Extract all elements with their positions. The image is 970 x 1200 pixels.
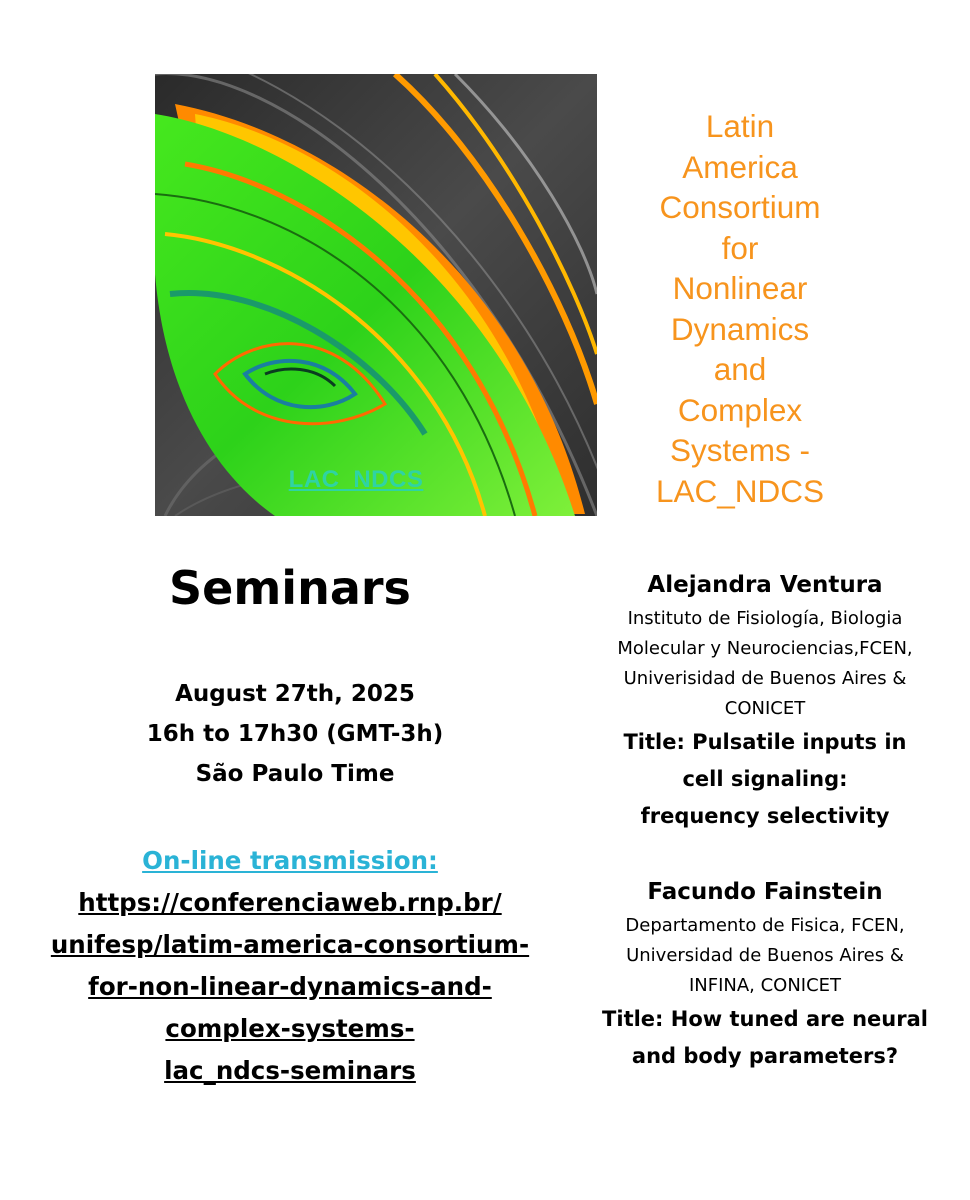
- talk-title-line: cell signaling:: [682, 767, 848, 791]
- speaker-affiliation: [565, 911, 965, 1001]
- speaker-affiliation: [565, 604, 965, 724]
- org-name-line: Complex: [677, 391, 803, 428]
- talk-title-line: and body parameters?: [631, 1044, 899, 1068]
- org-name-line: Consortium: [659, 189, 821, 225]
- affiliation-line: CONICET: [724, 698, 806, 719]
- org-name-line: Latin: [705, 108, 775, 144]
- event-date: August 27th, 2025: [175, 681, 415, 707]
- transmission-block: [10, 840, 570, 1092]
- affiliation-line: INFINA, CONICET: [688, 975, 842, 996]
- logo-image: [155, 74, 597, 516]
- transmission-link-line[interactable]: for-non-linear-dynamics-and-: [88, 972, 492, 1001]
- talk-title-line: frequency selectivity: [640, 804, 890, 828]
- talk-title-line: Title: Pulsatile inputs in: [623, 730, 907, 754]
- org-name-line: and: [713, 351, 767, 387]
- organization-name: [620, 106, 860, 511]
- talk-title: [565, 1001, 965, 1075]
- attractor-graphic: [155, 74, 597, 516]
- affiliation-line: Univerisidad de Buenos Aires &: [623, 668, 907, 689]
- org-name-line: America: [682, 148, 798, 185]
- event-time: 16h to 17h30 (GMT-3h): [146, 721, 444, 747]
- event-timezone: São Paulo Time: [195, 761, 395, 787]
- org-name-line: Nonlinear: [672, 270, 808, 306]
- affiliation-line: Departamento de Fisica, FCEN,: [625, 915, 905, 936]
- transmission-label: On-line transmission:: [142, 846, 438, 875]
- speaker-2: [565, 873, 965, 1075]
- talk-title-line: Title: How tuned are neural: [602, 1007, 928, 1031]
- org-name-line: LAC_NDCS: [655, 472, 825, 509]
- speaker-name: Alejandra Ventura: [647, 572, 883, 598]
- talk-title: [565, 724, 965, 835]
- logo-label: LAC_NDCS: [288, 466, 424, 493]
- speaker-1: [565, 566, 965, 835]
- page-title: Seminars: [169, 561, 411, 615]
- org-name-line: Dynamics: [670, 310, 810, 347]
- affiliation-line: Molecular y Neurociencias,FCEN,: [617, 638, 913, 659]
- transmission-link-line[interactable]: unifesp/latim-america-consortium-: [50, 930, 530, 959]
- transmission-link-line[interactable]: complex-systems-: [165, 1014, 415, 1043]
- org-name-line: Systems -: [669, 432, 810, 468]
- affiliation-line: Universidad de Buenos Aires &: [626, 945, 904, 966]
- speaker-name: Facundo Fainstein: [647, 879, 883, 905]
- transmission-link-line[interactable]: lac_ndcs-seminars: [164, 1056, 416, 1085]
- affiliation-line: Instituto de Fisiología, Biologia: [627, 608, 903, 629]
- transmission-link-line[interactable]: https://conferenciaweb.rnp.br/: [78, 888, 502, 917]
- org-name-line: for: [721, 229, 759, 266]
- event-datetime: [130, 674, 460, 794]
